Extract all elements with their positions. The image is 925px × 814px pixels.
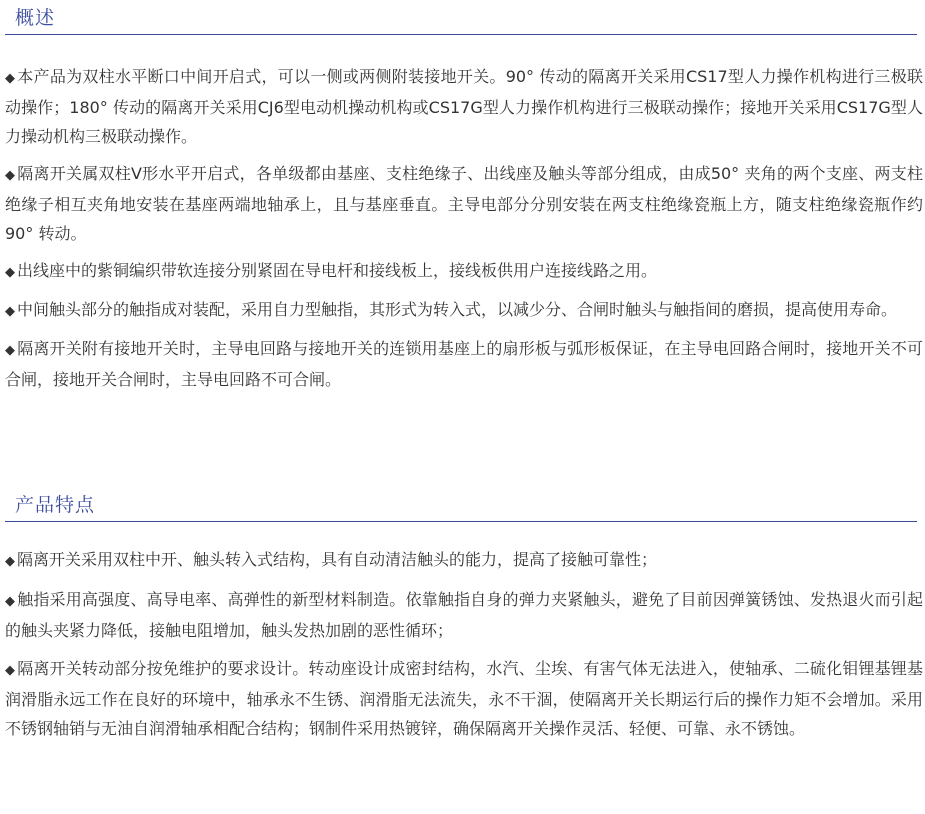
overview-paragraph: [5, 62, 923, 151]
diamond-bullet-icon: ◆: [5, 594, 16, 609]
overview-paragraph: [5, 334, 923, 394]
features-paragraphs: [5, 522, 923, 743]
overview-paragraph: [5, 159, 923, 248]
overview-title: 概述: [15, 7, 56, 29]
features-section: [0, 487, 925, 752]
paragraph-text: 隔离开关采用双柱中开、触头转入式结构，具有自动清洁触头的能力，提高了接触可靠性；: [17, 550, 658, 569]
paragraph-text: 隔离开关附有接地开关时，主导电回路与接地开关的连锁用基座上的扇形板与弧形板保证，在主导电回路合闸时，接地开关不可合闸，接地开关合闸时，主导电回路不可合闸。: [5, 339, 923, 389]
diamond-bullet-icon: ◆: [5, 304, 15, 319]
diamond-bullet-icon: ◆: [5, 663, 16, 678]
features-paragraph: [5, 545, 923, 576]
paragraph-text: 隔离开关转动部分按免维护的要求设计。转动座设计成密封结构，水汽、尘埃、有害气体无法进入，使轴承、二硫化钼锂基锂基润滑脂永远工作在良好的环境中，轴承永不生锈、润滑脂无法流失，永不干涸，使隔离开关长期运行后的操作力矩不会增加。采用不锈钢轴销与无油自润滑轴承相配合结构；钢制件采用热镀锌，确保隔离开关操作灵活、轻便、可靠、永不锈蚀。: [5, 659, 923, 738]
overview-header: [5, 0, 917, 35]
features-header: [5, 487, 917, 522]
diamond-bullet-icon: ◆: [5, 265, 15, 280]
overview-paragraph: [5, 295, 923, 326]
diamond-bullet-icon: ◆: [5, 343, 16, 358]
diamond-bullet-icon: ◆: [5, 554, 15, 569]
paragraph-text: 中间触头部分的触指成对装配，采用自力型触指，其形式为转入式，以减少分、合闸时触头与触指间的磨损，提高使用寿命。: [17, 300, 898, 319]
paragraph-text: 出线座中的紫铜编织带软连接分别紧固在导电杆和接线板上，接线板供用户连接线路之用。: [17, 261, 658, 280]
overview-section: [0, 0, 925, 402]
diamond-bullet-icon: ◆: [5, 71, 16, 86]
overview-paragraph: [5, 256, 923, 287]
features-title: 产品特点: [15, 494, 96, 516]
paragraph-text: 本产品为双柱水平断口中间开启式，可以一侧或两侧附装接地开关。90° 传动的隔离开关采用CS17型人力操作机构进行三极联动操作；180° 传动的隔离开关采用CJ6型电动机操动机构或CS17G型人力操作机构进行三极联动操作；接地开关采用CS17G型人力操动机构三极联动操作。: [5, 67, 923, 146]
paragraph-text: 隔离开关属双柱V形水平开启式，各单级都由基座、支柱绝缘子、出线座及触头等部分组成，由成50° 夹角的两个支座、两支柱绝缘子相互夹角地安装在基座两端地轴承上，且与基座垂直。主导电部分分别安装在两支柱绝缘瓷瓶上方，随支柱绝缘瓷瓶作约90° 转动。: [5, 164, 923, 243]
overview-paragraphs: [5, 35, 923, 394]
paragraph-text: 触指采用高强度、高导电率、高弹性的新型材料制造。依靠触指自身的弹力夹紧触头，避免了目前因弹簧锈蚀、发热退火而引起的触头夹紧力降低，接触电阻增加，触头发热加剧的恶性循环；: [5, 590, 923, 640]
diamond-bullet-icon: ◆: [5, 168, 16, 183]
features-paragraph: [5, 654, 923, 743]
features-paragraph: [5, 585, 923, 645]
